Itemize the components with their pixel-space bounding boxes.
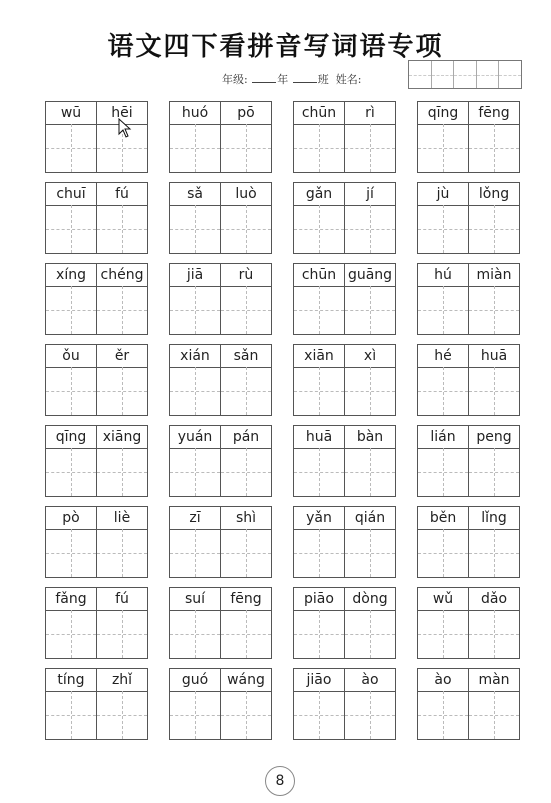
word-box xyxy=(293,587,396,659)
pinyin-syllable: lǒng xyxy=(478,186,510,202)
character-writing-cell[interactable] xyxy=(469,205,519,253)
pinyin-syllable: gǎn xyxy=(294,183,345,205)
character-writing-cell[interactable] xyxy=(46,124,97,172)
character-writing-row xyxy=(418,286,519,334)
pinyin-syllable: hēi xyxy=(111,105,133,121)
pinyin-row xyxy=(294,669,395,692)
pinyin-syllable: xiāng xyxy=(102,429,142,445)
word-box xyxy=(169,668,272,740)
character-writing-cell[interactable] xyxy=(97,286,147,334)
pinyin-syllable: hú xyxy=(418,264,469,286)
pinyin-syllable: pò xyxy=(46,507,97,529)
character-writing-cell[interactable] xyxy=(469,367,519,415)
pinyin-syllable: xiān xyxy=(294,345,345,367)
pinyin-syllable: qīng xyxy=(418,102,469,124)
character-writing-row xyxy=(46,610,147,658)
pinyin-row xyxy=(46,588,147,611)
word-box xyxy=(169,506,272,578)
word-box xyxy=(45,587,148,659)
character-writing-row xyxy=(294,205,395,253)
character-writing-cell[interactable] xyxy=(294,124,345,172)
character-writing-cell[interactable] xyxy=(469,691,519,739)
pinyin-syllable: ěr xyxy=(114,348,130,364)
word-box xyxy=(45,668,148,740)
character-writing-cell[interactable] xyxy=(170,610,221,658)
pinyin-syllable: xì xyxy=(363,348,377,364)
word-box xyxy=(417,182,520,254)
character-writing-row xyxy=(170,691,271,739)
character-writing-cell[interactable] xyxy=(97,205,147,253)
character-writing-cell[interactable] xyxy=(221,367,271,415)
character-writing-cell[interactable] xyxy=(46,610,97,658)
pinyin-syllable: tíng xyxy=(46,669,97,691)
pinyin-row xyxy=(170,102,271,125)
pinyin-syllable: ào xyxy=(418,669,469,691)
character-writing-cell[interactable] xyxy=(170,691,221,739)
pinyin-syllable: miàn xyxy=(476,267,512,283)
name-label: 姓名: xyxy=(335,73,362,86)
pinyin-syllable: huó xyxy=(170,102,221,124)
character-writing-cell[interactable] xyxy=(418,205,469,253)
character-writing-row xyxy=(294,124,395,172)
word-box xyxy=(45,263,148,335)
pinyin-row xyxy=(294,264,395,287)
character-writing-row xyxy=(170,367,271,415)
character-writing-cell[interactable] xyxy=(46,205,97,253)
pinyin-syllable: fú xyxy=(115,591,129,607)
word-box xyxy=(169,263,272,335)
word-box xyxy=(45,101,148,173)
character-writing-cell[interactable] xyxy=(170,205,221,253)
character-writing-cell[interactable] xyxy=(345,205,395,253)
word-box xyxy=(45,506,148,578)
grade-blank[interactable] xyxy=(252,73,276,83)
page-number: 8 xyxy=(265,766,295,796)
pinyin-row xyxy=(46,669,147,692)
pinyin-row xyxy=(418,345,519,368)
character-writing-row xyxy=(418,367,519,415)
character-writing-cell[interactable] xyxy=(294,610,345,658)
pinyin-syllable: pō xyxy=(237,105,255,121)
pinyin-syllable: bàn xyxy=(356,429,384,445)
character-writing-cell[interactable] xyxy=(97,448,147,496)
pinyin-row xyxy=(46,426,147,449)
pinyin-syllable: pán xyxy=(232,429,260,445)
pinyin-row xyxy=(170,264,271,287)
pinyin-syllable: yuán xyxy=(170,426,221,448)
word-box xyxy=(293,263,396,335)
word-box xyxy=(293,506,396,578)
character-writing-cell[interactable] xyxy=(221,691,271,739)
character-writing-cell[interactable] xyxy=(46,367,97,415)
pinyin-row xyxy=(418,588,519,611)
word-box xyxy=(169,101,272,173)
character-writing-row xyxy=(170,124,271,172)
character-writing-row xyxy=(294,286,395,334)
pinyin-row xyxy=(46,183,147,206)
pinyin-syllable: sǎ xyxy=(170,183,221,205)
word-box xyxy=(169,344,272,416)
character-writing-cell[interactable] xyxy=(221,124,271,172)
pinyin-syllable: shì xyxy=(235,510,257,526)
word-box xyxy=(417,506,520,578)
pinyin-syllable: hé xyxy=(418,345,469,367)
character-writing-cell[interactable] xyxy=(418,610,469,658)
character-writing-cell[interactable] xyxy=(170,448,221,496)
pinyin-row xyxy=(294,102,395,125)
pinyin-row xyxy=(294,183,395,206)
word-box xyxy=(169,182,272,254)
pinyin-syllable: jí xyxy=(366,186,374,202)
character-writing-cell[interactable] xyxy=(46,691,97,739)
pinyin-row xyxy=(170,183,271,206)
pinyin-syllable: chéng xyxy=(100,267,144,283)
class-blank[interactable] xyxy=(293,73,317,83)
word-box xyxy=(293,425,396,497)
character-writing-cell[interactable] xyxy=(294,205,345,253)
character-writing-cell[interactable] xyxy=(345,124,395,172)
character-writing-row xyxy=(46,286,147,334)
character-writing-row xyxy=(46,529,147,577)
pinyin-syllable: chūn xyxy=(294,264,345,286)
character-writing-cell[interactable] xyxy=(469,286,519,334)
character-writing-row xyxy=(170,448,271,496)
word-box xyxy=(169,425,272,497)
pinyin-syllable: qīng xyxy=(46,426,97,448)
word-box xyxy=(417,587,520,659)
character-writing-cell[interactable] xyxy=(345,448,395,496)
pinyin-syllable: piāo xyxy=(294,588,345,610)
pinyin-syllable: màn xyxy=(478,672,510,688)
pinyin-syllable: lián xyxy=(418,426,469,448)
pinyin-syllable: yǎn xyxy=(294,507,345,529)
pinyin-syllable: suí xyxy=(170,588,221,610)
pinyin-row xyxy=(418,264,519,287)
pinyin-syllable: ǒu xyxy=(46,345,97,367)
pinyin-syllable: rù xyxy=(238,267,254,283)
character-writing-row xyxy=(170,205,271,253)
name-cell[interactable] xyxy=(499,61,521,88)
character-writing-cell[interactable] xyxy=(170,367,221,415)
character-writing-cell[interactable] xyxy=(221,205,271,253)
character-writing-cell[interactable] xyxy=(418,448,469,496)
character-writing-cell[interactable] xyxy=(221,286,271,334)
character-writing-cell[interactable] xyxy=(170,286,221,334)
word-box xyxy=(417,263,520,335)
grade-label: 年级: xyxy=(222,73,248,86)
pinyin-row xyxy=(418,426,519,449)
character-writing-cell[interactable] xyxy=(418,691,469,739)
pinyin-row xyxy=(418,102,519,125)
pinyin-syllable: fēng xyxy=(230,591,262,607)
pinyin-row xyxy=(170,669,271,692)
character-writing-cell[interactable] xyxy=(469,448,519,496)
pinyin-syllable: wáng xyxy=(227,672,265,688)
word-box xyxy=(169,587,272,659)
character-writing-cell[interactable] xyxy=(170,529,221,577)
character-writing-cell[interactable] xyxy=(418,367,469,415)
name-cell[interactable] xyxy=(477,61,500,88)
character-writing-row xyxy=(418,124,519,172)
character-writing-row xyxy=(170,529,271,577)
character-writing-row xyxy=(294,367,395,415)
word-box xyxy=(417,344,520,416)
pinyin-syllable: guāng xyxy=(347,267,393,283)
pinyin-row xyxy=(46,345,147,368)
word-box xyxy=(45,182,148,254)
student-info xyxy=(222,71,361,87)
character-writing-cell[interactable] xyxy=(221,610,271,658)
name-writing-grid[interactable] xyxy=(408,60,522,89)
pinyin-row xyxy=(170,345,271,368)
character-writing-cell[interactable] xyxy=(294,691,345,739)
character-writing-row xyxy=(46,205,147,253)
word-box xyxy=(293,101,396,173)
character-writing-row xyxy=(170,610,271,658)
character-writing-cell[interactable] xyxy=(294,367,345,415)
word-box xyxy=(417,101,520,173)
pinyin-row xyxy=(170,507,271,530)
character-writing-cell[interactable] xyxy=(170,124,221,172)
character-writing-cell[interactable] xyxy=(418,124,469,172)
pinyin-syllable: wǔ xyxy=(418,588,469,610)
character-writing-cell[interactable] xyxy=(469,610,519,658)
pinyin-row xyxy=(418,507,519,530)
pinyin-syllable: huā xyxy=(480,348,508,364)
pinyin-row xyxy=(170,588,271,611)
pinyin-row xyxy=(46,264,147,287)
character-writing-row xyxy=(294,529,395,577)
character-writing-row xyxy=(294,448,395,496)
pinyin-row xyxy=(46,507,147,530)
character-writing-cell[interactable] xyxy=(345,610,395,658)
character-writing-cell[interactable] xyxy=(46,286,97,334)
pinyin-row xyxy=(418,183,519,206)
character-writing-cell[interactable] xyxy=(221,448,271,496)
pinyin-syllable: zī xyxy=(170,507,221,529)
pinyin-row xyxy=(170,426,271,449)
character-writing-row xyxy=(418,610,519,658)
character-writing-row xyxy=(46,691,147,739)
word-grid xyxy=(45,101,521,741)
character-writing-cell[interactable] xyxy=(221,529,271,577)
pinyin-syllable: dǎo xyxy=(480,591,508,607)
character-writing-cell[interactable] xyxy=(97,691,147,739)
character-writing-row xyxy=(418,205,519,253)
pinyin-syllable: zhǐ xyxy=(111,672,133,688)
character-writing-row xyxy=(46,367,147,415)
character-writing-cell[interactable] xyxy=(418,529,469,577)
class-label: 班 xyxy=(317,73,329,86)
character-writing-cell[interactable] xyxy=(294,529,345,577)
pinyin-syllable: rì xyxy=(365,105,375,121)
pinyin-syllable: liè xyxy=(113,510,131,526)
character-writing-cell[interactable] xyxy=(294,448,345,496)
character-writing-cell[interactable] xyxy=(469,529,519,577)
pinyin-syllable: jiā xyxy=(170,264,221,286)
pinyin-syllable: peng xyxy=(476,429,512,445)
pinyin-syllable: xíng xyxy=(46,264,97,286)
character-writing-cell[interactable] xyxy=(345,691,395,739)
character-writing-cell[interactable] xyxy=(46,529,97,577)
pinyin-syllable: guó xyxy=(170,669,221,691)
pinyin-syllable: dòng xyxy=(352,591,388,607)
pinyin-syllable: fú xyxy=(115,186,129,202)
pinyin-row xyxy=(294,507,395,530)
word-box xyxy=(293,182,396,254)
pinyin-syllable: jù xyxy=(418,183,469,205)
name-cell[interactable] xyxy=(454,61,477,88)
pinyin-syllable: wū xyxy=(46,102,97,124)
character-writing-cell[interactable] xyxy=(46,448,97,496)
pinyin-row xyxy=(294,588,395,611)
mouse-pointer-icon xyxy=(118,118,132,138)
character-writing-cell[interactable] xyxy=(345,367,395,415)
character-writing-row xyxy=(294,610,395,658)
character-writing-cell[interactable] xyxy=(97,529,147,577)
character-writing-cell[interactable] xyxy=(97,610,147,658)
pinyin-syllable: huā xyxy=(294,426,345,448)
pinyin-syllable: luò xyxy=(235,186,257,202)
pinyin-syllable: chūn xyxy=(294,102,345,124)
character-writing-cell[interactable] xyxy=(469,124,519,172)
character-writing-row xyxy=(418,691,519,739)
character-writing-cell[interactable] xyxy=(345,286,395,334)
pinyin-syllable: ào xyxy=(361,672,379,688)
character-writing-row xyxy=(418,529,519,577)
character-writing-cell[interactable] xyxy=(418,286,469,334)
name-cell[interactable] xyxy=(432,61,455,88)
pinyin-syllable: jiāo xyxy=(294,669,345,691)
word-box xyxy=(293,668,396,740)
pinyin-row xyxy=(418,669,519,692)
pinyin-syllable: sǎn xyxy=(233,348,259,364)
word-box xyxy=(417,425,520,497)
pinyin-syllable: chuī xyxy=(46,183,97,205)
word-box xyxy=(417,668,520,740)
character-writing-row xyxy=(294,691,395,739)
pinyin-syllable: fǎng xyxy=(46,588,97,610)
word-box xyxy=(45,425,148,497)
pinyin-syllable: qián xyxy=(354,510,386,526)
word-box xyxy=(293,344,396,416)
pinyin-syllable: xián xyxy=(170,345,221,367)
pinyin-syllable: běn xyxy=(418,507,469,529)
pinyin-row xyxy=(294,426,395,449)
pinyin-row xyxy=(294,345,395,368)
pinyin-syllable: fēng xyxy=(478,105,510,121)
name-cell[interactable] xyxy=(409,61,432,88)
character-writing-cell[interactable] xyxy=(97,367,147,415)
character-writing-cell[interactable] xyxy=(345,529,395,577)
word-box xyxy=(45,344,148,416)
character-writing-row xyxy=(418,448,519,496)
character-writing-row xyxy=(170,286,271,334)
character-writing-row xyxy=(46,448,147,496)
page-title: 语文四下看拼音写词语专项 xyxy=(107,32,444,62)
character-writing-cell[interactable] xyxy=(294,286,345,334)
year-label: 年 xyxy=(277,73,289,86)
pinyin-syllable: lǐng xyxy=(481,510,507,526)
